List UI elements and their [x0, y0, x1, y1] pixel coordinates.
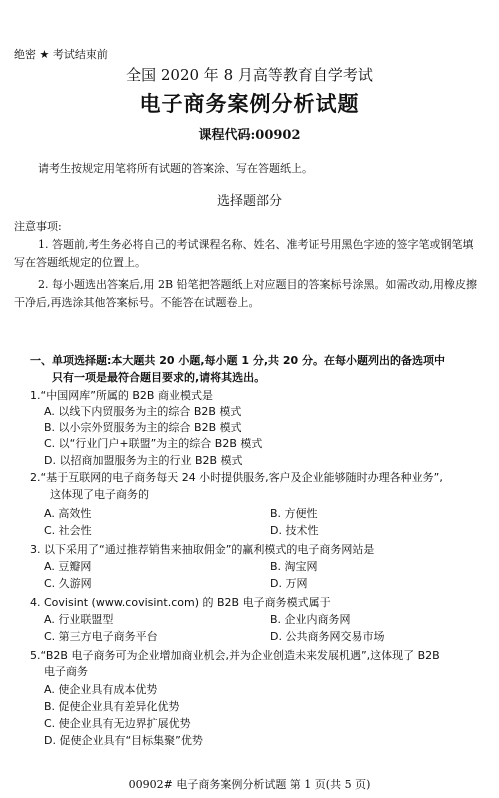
notice-item-2: 2. 每小题选出答案后,用 2B 铅笔把答题纸上对应题目的答案标号涂黑。如需改动,用橡皮擦干净后,再选涂其他答案标号。不能答在试题卷上。	[14, 278, 478, 309]
exam-title: 全国 2020 年 8 月高等教育自学考试	[126, 66, 373, 84]
question-5-option-a: A. 使企业具有成本优势	[44, 683, 158, 696]
notice-heading: 注意事项:	[14, 220, 62, 233]
question-5-option-d: D. 促使企业具有“目标集聚”优势	[44, 734, 203, 747]
section-heading-line2: 只有一项是最符合题目要求的,请将其选出。	[52, 371, 266, 384]
question-5-stem-cont: 电子商务	[44, 665, 88, 678]
notice-item-1: 1. 答题前,考生务必将自己的考试课程名称、姓名、准考证号用黑色字迹的签字笔或钢笔填写在答题纸规定的位置上。	[14, 238, 474, 269]
question-2-option-d: D. 技术性	[270, 524, 319, 537]
question-1-option-a: A. 以线下内贸服务为主的综合 B2B 模式	[44, 405, 242, 418]
question-4-stem: 4. Covisint (www.covisint.com) 的 B2B 电子商务模式属于	[30, 596, 331, 609]
question-5-option-b: B. 促使企业具有差异化优势	[44, 700, 180, 713]
question-3-option-d: D. 万网	[270, 577, 308, 590]
paper-title: 电子商务案例分析试题	[139, 91, 360, 116]
section-heading-line1: 一、单项选择题:本大题共 20 小题,每小题 1 分,共 20 分。在每小题列出的备选项中	[30, 354, 446, 367]
question-5-option-c: C. 使企业具有无边界扩展优势	[44, 717, 191, 730]
secret-mark: 绝密 ★ 考试结束前	[14, 48, 108, 61]
section-heading	[30, 352, 490, 386]
question-4-option-b: B. 企业内商务网	[270, 613, 351, 626]
question-2-option-c: C. 社会性	[44, 524, 92, 537]
question-3-option-a: A. 豆瓣网	[44, 560, 92, 573]
question-3-option-c: C. 久游网	[44, 577, 92, 590]
answer-instruction: 请考生按规定用笔将所有试题的答案涂、写在答题纸上。	[38, 162, 313, 175]
question-4-option-a: A. 行业联盟型	[44, 613, 114, 626]
course-code: 课程代码:00902	[198, 128, 301, 143]
question-4-option-d: D. 公共商务网交易市场	[270, 630, 385, 643]
question-2-stem: 2.“基于互联网的电子商务每天 24 小时提供服务,客户及企业能够随时办理各种业务”,	[30, 471, 443, 484]
question-3-option-b: B. 淘宝网	[270, 560, 318, 573]
page-footer: 00902# 电子商务案例分析试题 第 1 页(共 5 页)	[128, 778, 371, 791]
question-1-stem: 1.“中国网库”所属的 B2B 商业模式是	[30, 389, 213, 402]
question-2-option-a: A. 高效性	[44, 507, 92, 520]
question-2-option-b: B. 方便性	[270, 507, 318, 520]
question-5-stem: 5.“B2B 电子商务可为企业增加商业机会,并为企业创造未来发展机遇”,这体现了 B2B	[30, 649, 440, 662]
question-3-stem: 3. 以下采用了“通过推荐销售来抽取佣金”的赢利模式的电子商务网站是	[30, 543, 375, 556]
question-1-option-d: D. 以招商加盟服务为主的行业 B2B 模式	[44, 454, 243, 467]
question-1-option-b: B. 以小宗外贸服务为主的综合 B2B 模式	[44, 421, 242, 434]
question-1-option-c: C. 以“行业门户+联盟”为主的综合 B2B 模式	[44, 437, 263, 450]
question-4-option-c: C. 第三方电子商务平台	[44, 630, 158, 643]
question-2-stem-cont: 这体现了电子商务的	[50, 488, 149, 501]
part-title: 选择题部分	[216, 194, 282, 209]
